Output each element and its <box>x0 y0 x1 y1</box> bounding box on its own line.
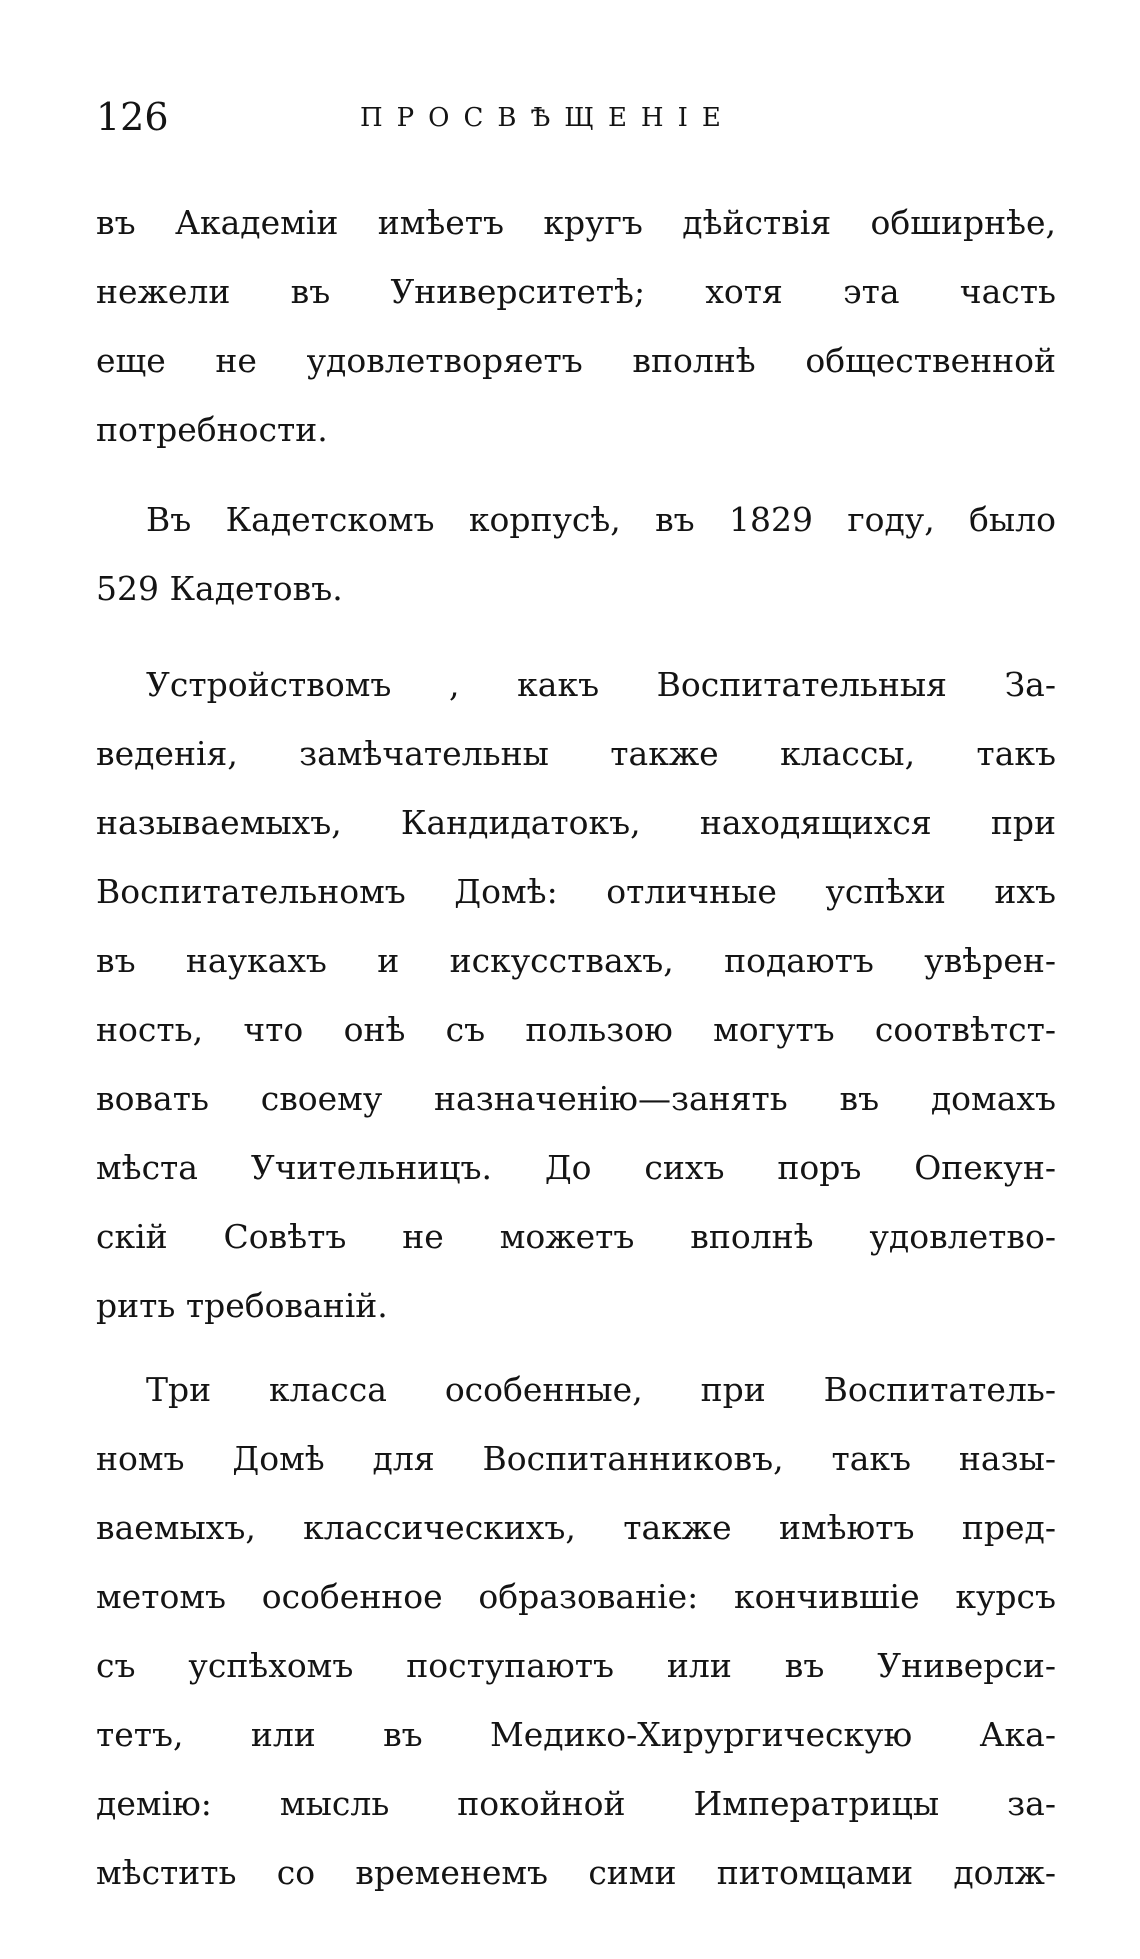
text-line: въ Академіи имѣетъ кругъ дѣйствія обширнѣе, <box>96 203 1056 242</box>
running-head: ПРОСВѢЩЕНІЕ <box>360 103 735 133</box>
paragraph-4 <box>96 1355 1056 1907</box>
text-line: нежели въ Университетѣ; хотя эта часть <box>96 272 1056 311</box>
text-line: метомъ особенное образованіе: кончившіе курсъ <box>96 1577 1056 1616</box>
text-line: вовать своему назначенію—занять въ домахъ <box>96 1079 1056 1118</box>
paragraph-2 <box>96 485 1056 623</box>
text-line: ваемыхъ, классическихъ, также имѣютъ пред- <box>96 1508 1056 1547</box>
text-line: еще не удовлетворяетъ вполнѣ общественной <box>96 341 1056 380</box>
text-line: потребности. <box>96 410 328 449</box>
text-line: ность, что онѣ съ пользою могутъ соотвѣтст- <box>96 1010 1056 1049</box>
text-line: веденія, замѣчательны также классы, такъ <box>96 734 1056 773</box>
paragraph-1 <box>96 188 1056 464</box>
paragraph-3 <box>96 650 1056 1340</box>
text-line: скій Совѣтъ не можетъ вполнѣ удовлетво- <box>96 1217 1056 1256</box>
text-line: Воспитательномъ Домѣ: отличные успѣхи ихъ <box>96 872 1056 911</box>
text-line: Въ Кадетскомъ корпусѣ, въ 1829 году, было <box>146 500 1056 539</box>
text-line: Три класса особенные, при Воспитатель- <box>146 1370 1056 1409</box>
text-line: мѣста Учительницъ. До сихъ поръ Опекун- <box>96 1148 1056 1187</box>
text-line: рить требованій. <box>96 1286 388 1325</box>
text-line: мѣстить со временемъ сими питомцами долж- <box>96 1853 1056 1892</box>
text-line: демію: мысль покойной Императрицы за- <box>96 1784 1056 1823</box>
text-line: съ успѣхомъ поступаютъ или въ Универси- <box>96 1646 1056 1685</box>
text-line: номъ Домѣ для Воспитанниковъ, такъ назы- <box>96 1439 1056 1478</box>
page-number: 126 <box>96 95 169 139</box>
text-line: 529 Кадетовъ. <box>96 569 343 608</box>
text-line: называемыхъ, Кандидатокъ, находящихся при <box>96 803 1056 842</box>
text-line: тетъ, или въ Медико-Хирургическую Ака- <box>96 1715 1056 1754</box>
page-header <box>96 92 996 142</box>
text-line: Устройствомъ , какъ Воспитательныя За- <box>146 665 1056 704</box>
text-line: въ наукахъ и искусствахъ, подаютъ увѣрен- <box>96 941 1056 980</box>
